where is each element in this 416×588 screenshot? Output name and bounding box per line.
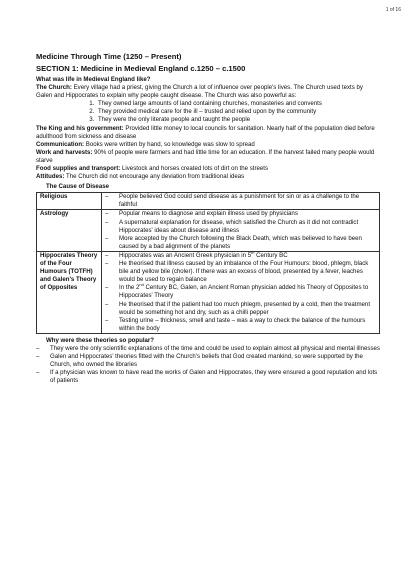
- section-heading: SECTION 1: Medicine in Medieval England c.1250 – c.1500: [36, 64, 246, 74]
- list-item: 3. They were the only literate people and taught the people: [96, 116, 380, 124]
- row-label-astrology: Astrology: [37, 210, 102, 251]
- page-content: [36, 52, 380, 385]
- church-paragraph: [36, 84, 380, 100]
- church-power-list: [36, 100, 380, 124]
- fact-text: Provided little money to local councils for sanitation. Nearly half of the population died before adulthood from sickness and disease: [36, 124, 375, 140]
- page-number: 1 of 16: [385, 7, 401, 13]
- row-content-astrology: [102, 210, 380, 251]
- row-content-religious: [102, 193, 380, 210]
- list-item: – He theorised that if the patient had too much phlegm, presented by a cold, then the treatment would be something hot and dry, such as a chilli pepper: [105, 301, 376, 317]
- list-item: [105, 284, 376, 300]
- table-row: [37, 251, 380, 333]
- fact-label: Work and harvests:: [36, 148, 93, 156]
- table-row: [37, 210, 380, 251]
- church-label: The Church:: [36, 84, 72, 92]
- fact-label: The King and his government:: [36, 124, 124, 132]
- list-item: – He theorised that illness caused by an imbalance of the Four Humours: blood, phlegm, black bile and yellow bile (choler). If there was an excess of blood, presented by a fever, leaches would be used to regain balance: [105, 260, 376, 284]
- document-title: Medicine Through Time (1250 – Present): [36, 52, 182, 61]
- fact-label: Food supplies and transport:: [36, 165, 121, 172]
- popularity-list: [36, 345, 380, 385]
- fact-attitudes: [36, 173, 380, 181]
- row-label-humours: Hippocrates Theory of the Four Humours (TOTFH) and Galen's Theory of Opposites: [37, 251, 102, 333]
- list-item: – Popular means to diagnose and explain illness used by physicians: [105, 210, 376, 218]
- church-text: Every village had a priest, giving the Church a lot of influence over people's lives. The Church used texts by Galen and Hippocrates to explain why people caught disease. The Church was also powerful as:: [36, 84, 363, 100]
- list-item: 2. They provided medical care for the ill – trusted and relied upon by the community: [96, 108, 380, 116]
- humours-point-1-end: Century BC: [254, 251, 288, 259]
- ordinal-suffix: th: [251, 249, 255, 255]
- row-content-humours: [102, 251, 380, 333]
- fact-text: Livestock and horses created lots of dirt on the streets: [122, 165, 269, 172]
- ordinal-suffix: nd: [139, 282, 144, 288]
- fact-text: 90% of people were farmers and had little time for an education. If the harvest failed many people would starve: [36, 148, 375, 164]
- list-item: – If a physician was known to have read the works of Galen and Hippocrates, they were ensured a good reputation and lots of patients: [36, 369, 380, 385]
- cause-of-disease-table: [36, 192, 380, 334]
- table-row: [37, 193, 380, 210]
- fact-government: [36, 125, 380, 141]
- question-heading-life: What was life in Medieval England like?: [36, 75, 151, 83]
- fact-text: Books were written by hand, so knowledge was slow to spread: [85, 140, 255, 148]
- list-item: – Testing urine – thickness, smell and taste – was a way to check the balance of the humours within the body: [105, 317, 376, 333]
- fact-text: The Church did not encourage any deviation from traditional ideas: [66, 173, 245, 181]
- fact-work-harvests: [36, 149, 380, 165]
- list-item: – People believed God could send disease as a punishment for sin or as a challenge to the faithful: [105, 193, 376, 209]
- list-item: – They were the only scientific explanations of the time and could be used to explain almost all physical and mental illnesses: [36, 345, 380, 353]
- fact-communication: [36, 141, 380, 149]
- fact-label: Attitudes:: [36, 173, 65, 181]
- humours-point-3-text: In the 2: [119, 284, 140, 292]
- humours-point-1-text: Hippocrates was an Ancient Greek physician in 5: [119, 251, 252, 259]
- list-item: – A supernatural explanation for disease, which satisfied the Church as it did not contradict Hippocrates' ideas about disease and illness: [105, 219, 376, 235]
- list-item: [105, 249, 376, 260]
- cause-of-disease-heading: The Cause of Disease: [46, 183, 109, 191]
- humours-point-3-end: Century BC, Galen, an Ancient Roman physician added his Theory of Opposites to Hippocrates' Theory: [119, 284, 369, 300]
- list-item: – Galen and Hippocrates' theories fitted with the Church's beliefs that God created mankind, so were supported by the Church, who owned the libraries: [36, 353, 380, 369]
- popularity-section: [36, 337, 380, 386]
- list-item: – More accepted by the Church following the Black Death, which was believed to have been caused by a bad alignment of the planets: [105, 235, 376, 251]
- question-heading-popular: Why were these theories so popular?: [46, 336, 155, 344]
- fact-food-transport: [36, 165, 380, 173]
- fact-label: Communication:: [36, 140, 85, 148]
- row-label-religious: Religious: [37, 193, 102, 210]
- list-item: 1. They owned large amounts of land containing churches, monasteries and convents: [96, 100, 380, 108]
